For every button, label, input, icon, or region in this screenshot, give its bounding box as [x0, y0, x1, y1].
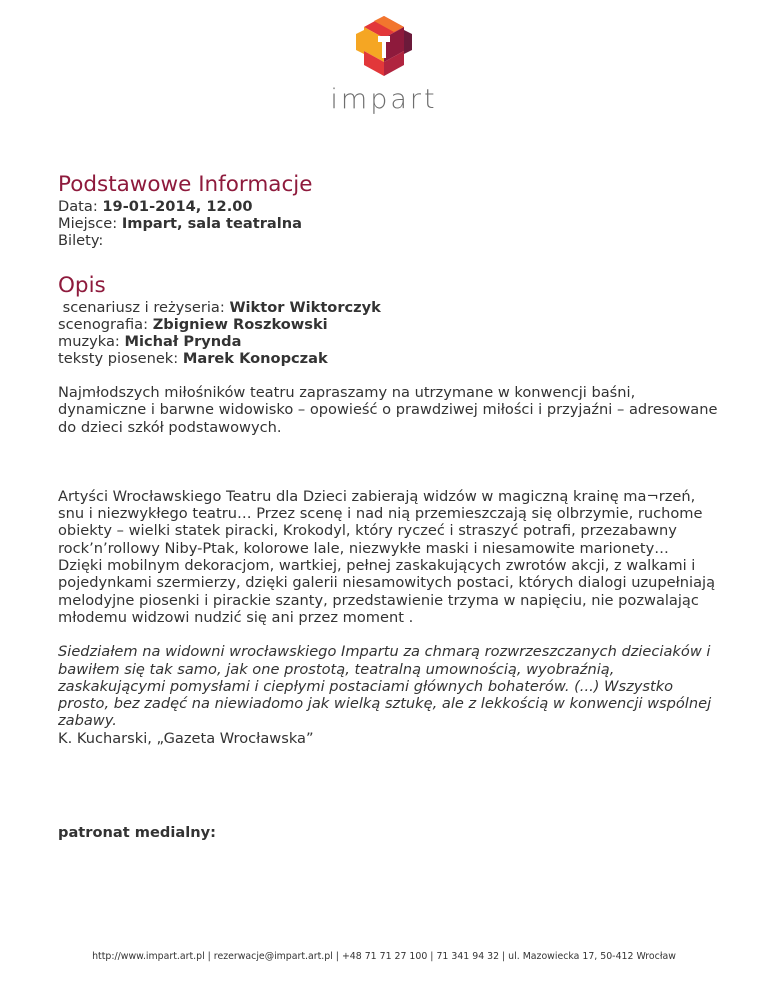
logo-wordmark: impart — [330, 84, 438, 115]
date-line: Data: 19-01-2014, 12.00 — [58, 198, 253, 215]
footer-contact: http://www.impart.art.pl | rezerwacje@impart.art.pl | +48 71 71 27 100 | 71 341 94 32 | ul. Mazowiecka 17, 50-412 Wrocław — [92, 951, 676, 962]
place-line: Miejsce: Impart, sala teatralna — [58, 215, 303, 232]
impart-logo — [328, 14, 440, 114]
credit-line: teksty piosenek: Marek Konopczak — [58, 350, 328, 367]
credit-line: muzyka: Michał Prynda — [58, 333, 242, 350]
place-value: Impart, sala teatralna — [121, 215, 303, 232]
quote-author: K. Kucharski, „Gazeta Wrocławska” — [58, 729, 314, 747]
tickets-line: Bilety: — [58, 232, 104, 249]
date-value: 19-01-2014, 12.00 — [102, 198, 253, 215]
opis-heading: Opis — [58, 273, 106, 298]
info-heading: Podstawowe Informacje — [58, 172, 313, 197]
description-paragraph: Dzięki mobilnym dekoracjom, wartkiej, pełnej zaskakujących zwrotów akcji, z walkami i pojedynkami szermierzy, dzięki galerii niesamowitych postaci, których dialogi uzupełniają melodyjne piosenki i pirackie szanty, przedstawienie trzyma w napięciu, nie pozwalając młodemu widzowi nudzić się ani przez moment . — [58, 557, 716, 626]
credit-line: scenografia: Zbigniew Roszkowski — [58, 316, 328, 333]
main-content — [58, 172, 718, 841]
impart-logo-icon — [354, 14, 414, 78]
review-quote: Siedziałem na widowni wrocławskiego Impartu za chmarą rozwrzeszczanych dzieciaków i bawiłem się tak samo, jak one prostotą, teatralną umownością, wyobraźnią, zaskakującymi pomysłami i ciepłymi postaciami głównych bohaterów. (...) Wszystko prosto, bez zadęć na niewiadomo jak wielką sztukę, ale z lekkością w konwencji wspólnej zabawy. — [58, 643, 712, 730]
description-paragraph: Artyści Wrocławskiego Teatru dla Dzieci zabierają widzów w magiczną krainę ma¬rzeń, snu i niezwykłego teatru… Przez scenę i nad nią przemieszczają się olbrzymie, ruchome obiekty – wielki statek piracki, Krokodyl, który ryczeć i straszyć potrafi, przezabawny rock’n’rollowy Niby-Ptak, kolorowe lale, niezwykłe maski i niesamowite marionety… — [58, 487, 703, 557]
intro-paragraph: Najmłodszych miłośników teatru zapraszamy na utrzymane w konwencji baśni, dynamiczne i barwne widowisko – opowieść o prawdziwej miłości i przyjaźni – adresowane do dzieci szkół podstawowych. — [58, 384, 718, 436]
media-patronage-label: patronat medialny: — [58, 824, 216, 842]
credit-line: scenariusz i reżyseria: Wiktor Wiktorczyk — [58, 299, 381, 316]
